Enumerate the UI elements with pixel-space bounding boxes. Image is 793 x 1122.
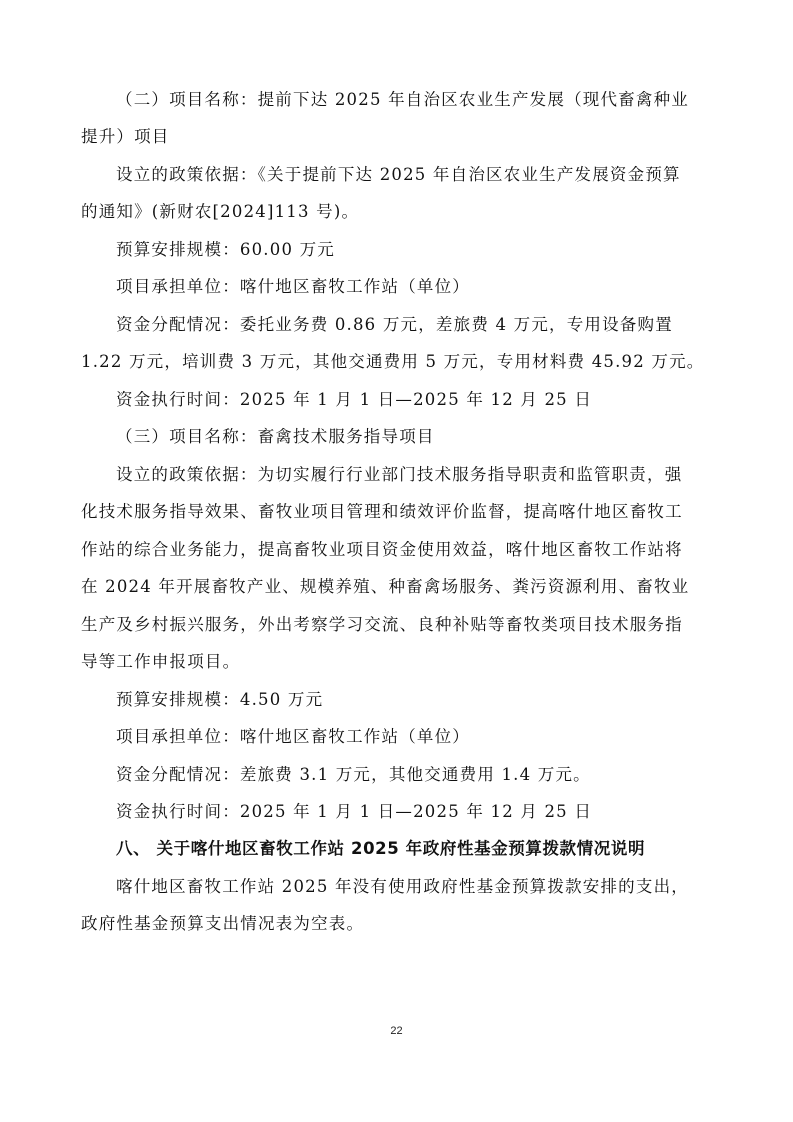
- project-3-fund-allocation: 资金分配情况：差旅费 3.1 万元，其他交通费用 1.4 万元。: [116, 765, 591, 784]
- project-3-undertaking-unit: 项目承担单位：喀什地区畜牧工作站（单位）: [116, 727, 470, 746]
- project-3-policy-line-3: 作站的综合业务能力，提高畜牧业项目资金使用效益，喀什地区畜牧工作站将: [81, 540, 683, 559]
- section-8-body-line-2: 政府性基金预算支出情况表为空表。: [81, 914, 365, 933]
- project-2-fund-allocation-line-1: 资金分配情况：委托业务费 0.86 万元，差旅费 4 万元，专用设备购置: [116, 315, 673, 334]
- project-3-policy-line-1: 设立的政策依据：为切实履行行业部门技术服务指导职责和监管职责，强: [116, 465, 683, 484]
- project-2-name-line-1: （二）项目名称：提前下达 2025 年自治区农业生产发展（现代畜禽种业: [116, 90, 689, 109]
- project-3-policy-line-5: 生产及乡村振兴服务，外出考察学习交流、良种补贴等畜牧类项目技术服务指: [81, 615, 683, 634]
- project-2-fund-allocation-line-2: 1.22 万元，培训费 3 万元，其他交通费用 5 万元，专用材料费 45.92 万元。: [81, 352, 705, 371]
- section-8-heading: 八、 关于喀什地区畜牧工作站 2025 年政府性基金预算拨款情况说明: [116, 839, 646, 858]
- page-number: 22: [390, 1025, 403, 1037]
- project-2-policy-line-2: 的通知》(新财农[2024]113 号)。: [81, 202, 360, 221]
- project-3-policy-line-4: 在 2024 年开展畜牧产业、规模养殖、种畜禽场服务、粪污资源利用、畜牧业: [81, 577, 690, 596]
- project-2-execution-time: 资金执行时间：2025 年 1 月 1 日—2025 年 12 月 25 日: [116, 390, 593, 409]
- project-3-policy-line-2: 化技术服务指导效果、畜牧业项目管理和绩效评价监督，提高喀什地区畜牧工: [81, 502, 683, 521]
- project-3-budget-scale: 预算安排规模：4.50 万元: [116, 690, 324, 709]
- project-2-undertaking-unit: 项目承担单位：喀什地区畜牧工作站（单位）: [116, 277, 470, 296]
- project-3-name: （三）项目名称：畜禽技术服务指导项目: [116, 427, 435, 446]
- section-8-body-line-1: 喀什地区畜牧工作站 2025 年没有使用政府性基金预算拨款安排的支出，: [116, 877, 689, 896]
- project-3-policy-line-6: 导等工作申报项目。: [81, 652, 241, 671]
- project-3-execution-time: 资金执行时间：2025 年 1 月 1 日—2025 年 12 月 25 日: [116, 802, 593, 821]
- project-2-name-line-2: 提升）项目: [81, 127, 170, 146]
- project-2-policy-line-1: 设立的政策依据：《关于提前下达 2025 年自治区农业生产发展资金预算: [116, 165, 681, 184]
- project-2-budget-scale: 预算安排规模：60.00 万元: [116, 240, 335, 259]
